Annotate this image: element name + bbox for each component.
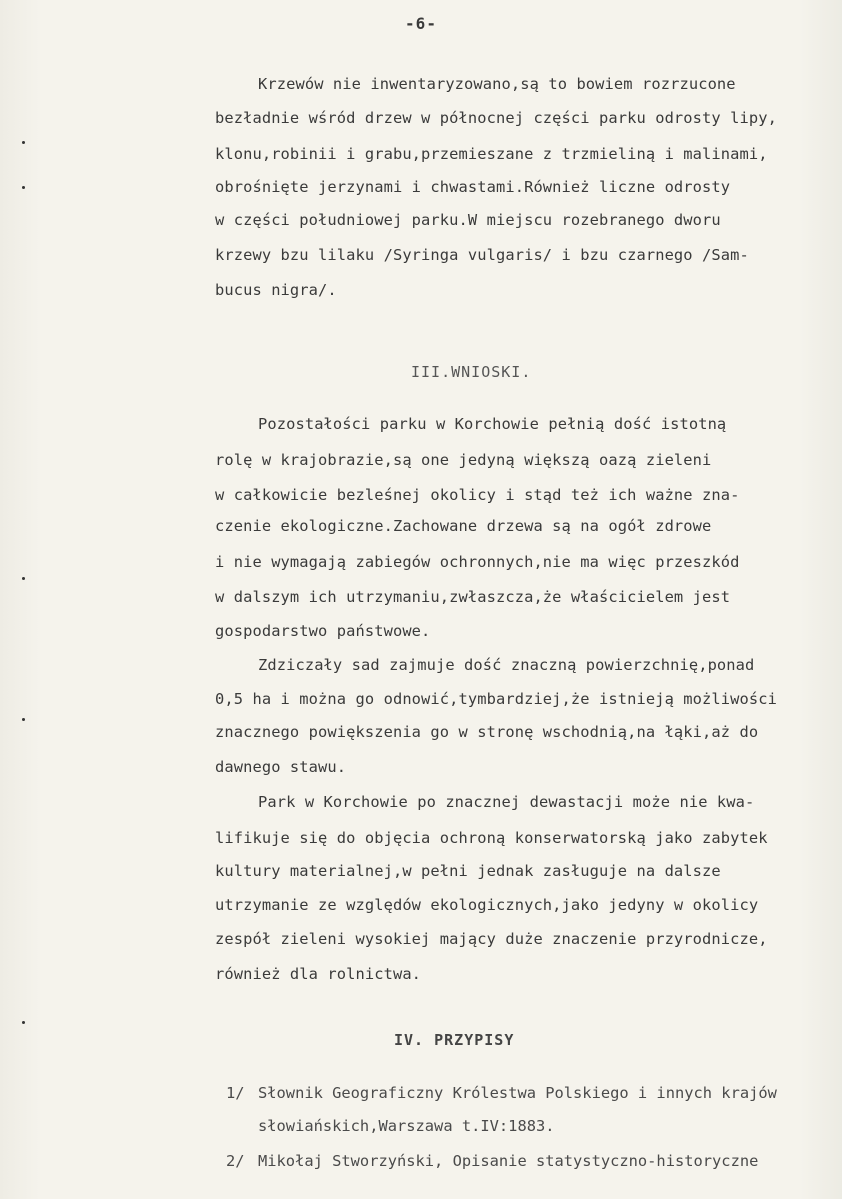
text-line: obrośnięte jerzynami i chwastami.Również liczne odrosty [215,178,731,196]
footnote-text: Mikołaj Stworzyński, Opisanie statystyczno-historyczne [258,1152,759,1170]
text-line: w części południowej parku.W miejscu rozebranego dworu [215,211,721,229]
text-line: krzewy bzu lilaku /Syringa vulgaris/ i bzu czarnego /Sam- [215,246,749,264]
text-line: rolę w krajobrazie,są one jedyną większą oazą zieleni [215,451,712,469]
margin-mark [22,141,25,144]
section-heading-conclusions: III.WNIOSKI. [411,363,532,381]
text-line: Pozostałości parku w Korchowie pełnią dość istotną [258,415,727,433]
margin-mark [22,186,25,189]
page-number: -6- [405,14,437,33]
text-line: dawnego stawu. [215,758,347,776]
margin-mark [22,718,25,721]
text-line: znacznego powiększenia go w stronę wschodnią,na łąki,aż do [215,723,759,741]
margin-mark [22,1021,25,1024]
text-line: również dla rolnictwa. [215,965,422,983]
footnote-number: 1/ [226,1084,245,1102]
text-line: Park w Korchowie po znacznej dewastacji może nie kwa- [258,793,755,811]
section-heading-footnotes: IV. PRZYPISY [394,1031,515,1049]
text-line: w całkowicie bezleśnej okolicy i stąd też ich ważne zna- [215,486,740,504]
text-line: w dalszym ich utrzymaniu,zwłaszcza,że właścicielem jest [215,588,731,606]
text-line: zespół zieleni wysokiej mający duże znaczenie przyrodnicze, [215,930,768,948]
text-line: Krzewów nie inwentaryzowano,są to bowiem rozrzucone [258,75,736,93]
margin-mark [22,577,25,580]
text-line: 0,5 ha i można go odnowić,tymbardziej,że istnieją możliwości [215,690,777,708]
footnote-number: 2/ [226,1152,245,1170]
text-line: bucus nigra/. [215,281,337,299]
footnote-text: słowiańskich,Warszawa t.IV:1883. [258,1117,555,1135]
text-line: Zdziczały sad zajmuje dość znaczną powierzchnię,ponad [258,656,755,674]
text-line: gospodarstwo państwowe. [215,622,431,640]
text-line: utrzymanie ze względów ekologicznych,jako jedyny w okolicy [215,896,759,914]
text-line: bezładnie wśród drzew w północnej części parku odrosty lipy, [215,109,777,127]
text-line: czenie ekologiczne.Zachowane drzewa są na ogół zdrowe [215,517,712,535]
text-line: lifikuje się do objęcia ochroną konserwatorską jako zabytek [215,829,768,847]
text-line: klonu,robinii i grabu,przemieszane z trzmieliną i malinami, [215,145,768,163]
text-line: i nie wymagają zabiegów ochronnych,nie ma więc przeszkód [215,553,740,571]
footnote-text: Słownik Geograficzny Królestwa Polskiego i innych krajów [258,1084,777,1102]
text-line: kultury materialnej,w pełni jednak zasługuje na dalsze [215,862,721,880]
